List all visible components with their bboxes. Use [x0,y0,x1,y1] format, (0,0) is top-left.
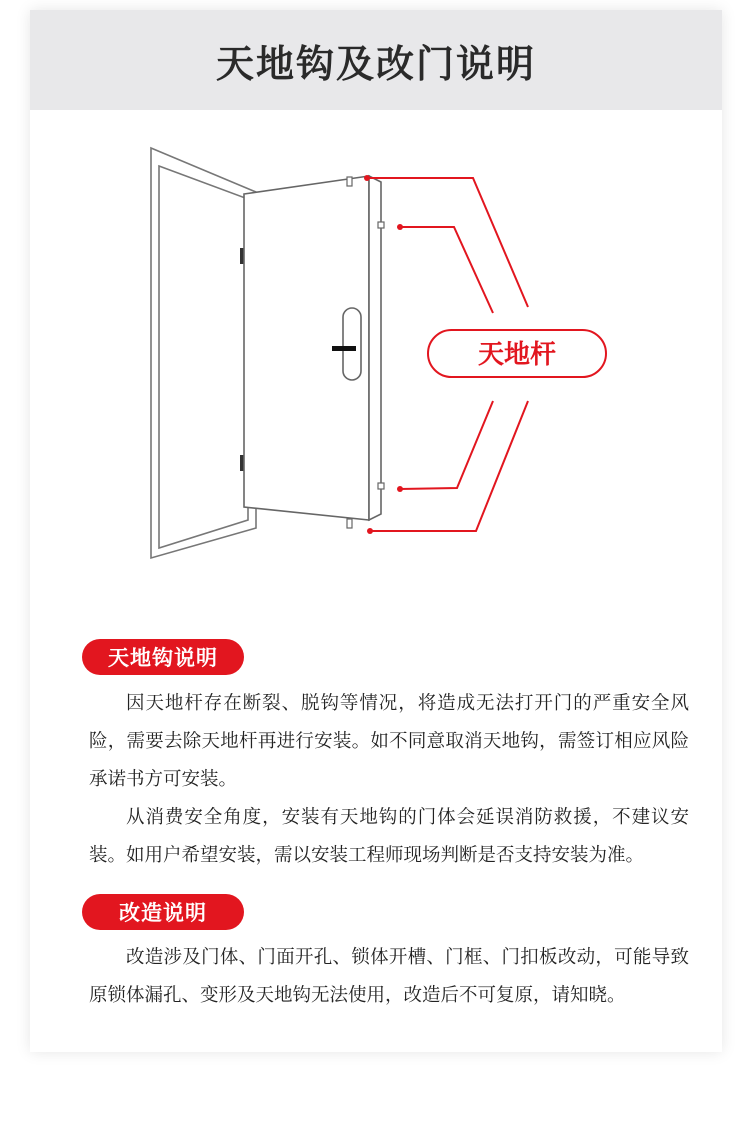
hook-paragraph-2: 从消费安全角度，安装有天地钩的门体会延误消防救援，不建议安装。如用户希望安装，需以安装工程师现场判断是否支持安装为准。 [89,807,689,866]
content-card [30,10,722,1052]
page-title: 天地钩及改门说明 [215,41,536,86]
door-diagram [30,10,722,570]
hook-paragraph-1: 因天地杆存在断裂、脱钩等情况，将造成无法打开门的严重安全风险，需要去除天地杆再进行安装。如不同意取消天地钩，需签订相应风险承诺书方可安装。 [89,693,689,790]
section-label-hook: 天地钩说明 [82,639,244,675]
section-label-modification: 改造说明 [82,894,244,930]
door-frame [151,148,256,558]
callout-label: 天地杆 [477,340,557,370]
modification-paragraph: 改造涉及门体、门面开孔、锁体开槽、门框、门扣板改动，可能导致原锁体漏孔、变形及天地钩无法使用，改造后不可复原，请知晓。 [89,947,689,1006]
